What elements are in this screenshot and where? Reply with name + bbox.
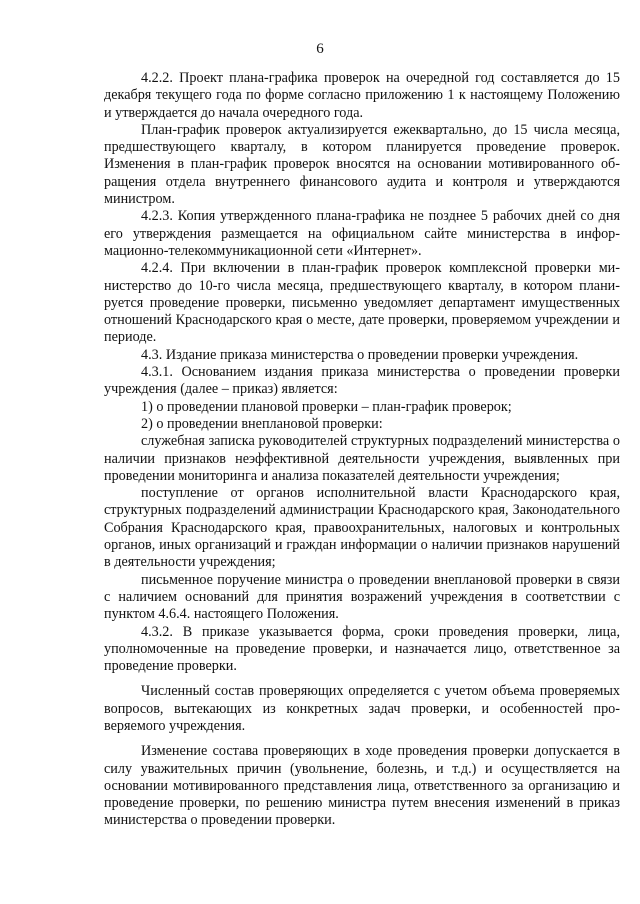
list-item-unplanned-check: 2) о проведении внеплановой проверки: [141,415,383,432]
paragraph-inspector-count: Численный состав проверяющих определяется с учетом объема проверяемых вопросов, вытекающих из конкретных задач проверки, и особенностей проверяемого учреждения. [104,683,620,734]
paragraph-4-3-2: 4.3.2. В приказе указывается форма, сроки проведения проверки, лица, уполномоченные на проведение проверки, и назначается лицо, ответственное за проведение проверки. [104,623,620,675]
page-number: 6 [316,41,324,57]
paragraph-4-2-2: 4.2.2. Проект плана-графика проверок на очередной год составляется до 15 декабря текущего года по форме согласно приложению 1 к настоящему Положению и утверждается до начала очередного года. [104,70,620,121]
paragraph-minister-order: письменное поручение министра о проведении внеплановой проверки в связи с наличием оснований для принятия возражений учреждения в соответствии с пунктом 4.6.4. настоящего Положения. [104,571,620,623]
paragraph-4-2-4: 4.2.4. При включении в план-график проверок комплексной проверки министерство до 10-го числа месяца, предшествующего кварталу, в котором планируется проведение проверки, письменно уведомляет департамент имущественных отношений Краснодарского края о месте, дате проверки, проверяемом учреждении и периоде. [104,260,620,346]
paragraph-4-3: 4.3. Издание приказа министерства о проведении проверки учреждения. [141,346,579,363]
list-item-planned-check: 1) о проведении плановой проверки – план-график проверок; [141,398,512,415]
paragraph-incoming-information: поступление от органов исполнительной власти Краснодарского края, структурных подразделений администрации Краснодарского края, Законодательного Собрания Краснодарского края, правоохранительных, налоговых и контрольных органов, иных организаций и граждан информации о наличии признаков нарушений в деятельности учреждения; [104,485,620,571]
paragraph-inspector-change: Изменение состава проверяющих в ходе проведения проверки допускается в силу уважительных причин (увольнение, болезнь, и т.д.) и осуществляется на основании мотивированного представления лица, ответственного за организацию и проведение проверки, по решению министра путем внесения изменений в приказ министерства о проведении проверки. [104,743,620,829]
paragraph-4-3-1: 4.3.1. Основанием издания приказа министерства о проведении проверки учреждения (далее – приказ) является: [104,364,620,398]
paragraph-4-2-3: 4.2.3. Копия утвержденного плана-графика не позднее 5 рабочих дней со дня его утверждения размещается на официальном сайте министерства в информационно-телекоммуникационной сети «Интернет». [104,208,620,259]
document-body [104,70,620,830]
paragraph-service-note: служебная записка руководителей структурных подразделений министерства о наличии признаков неэффективной деятельности учреждения, выявленных при проведении мониторинга и анализа показателей деятельности учреждения; [104,433,620,484]
paragraph-plan-update: План-график проверок актуализируется ежеквартально, до 15 числа месяца, предшествующего кварталу, в котором планируется проведение проверок. Изменения в план-график проверок вносятся на основании мотивированного обращения отдела внутреннего финансового аудита и контроля и утверждаются министром. [104,121,620,208]
